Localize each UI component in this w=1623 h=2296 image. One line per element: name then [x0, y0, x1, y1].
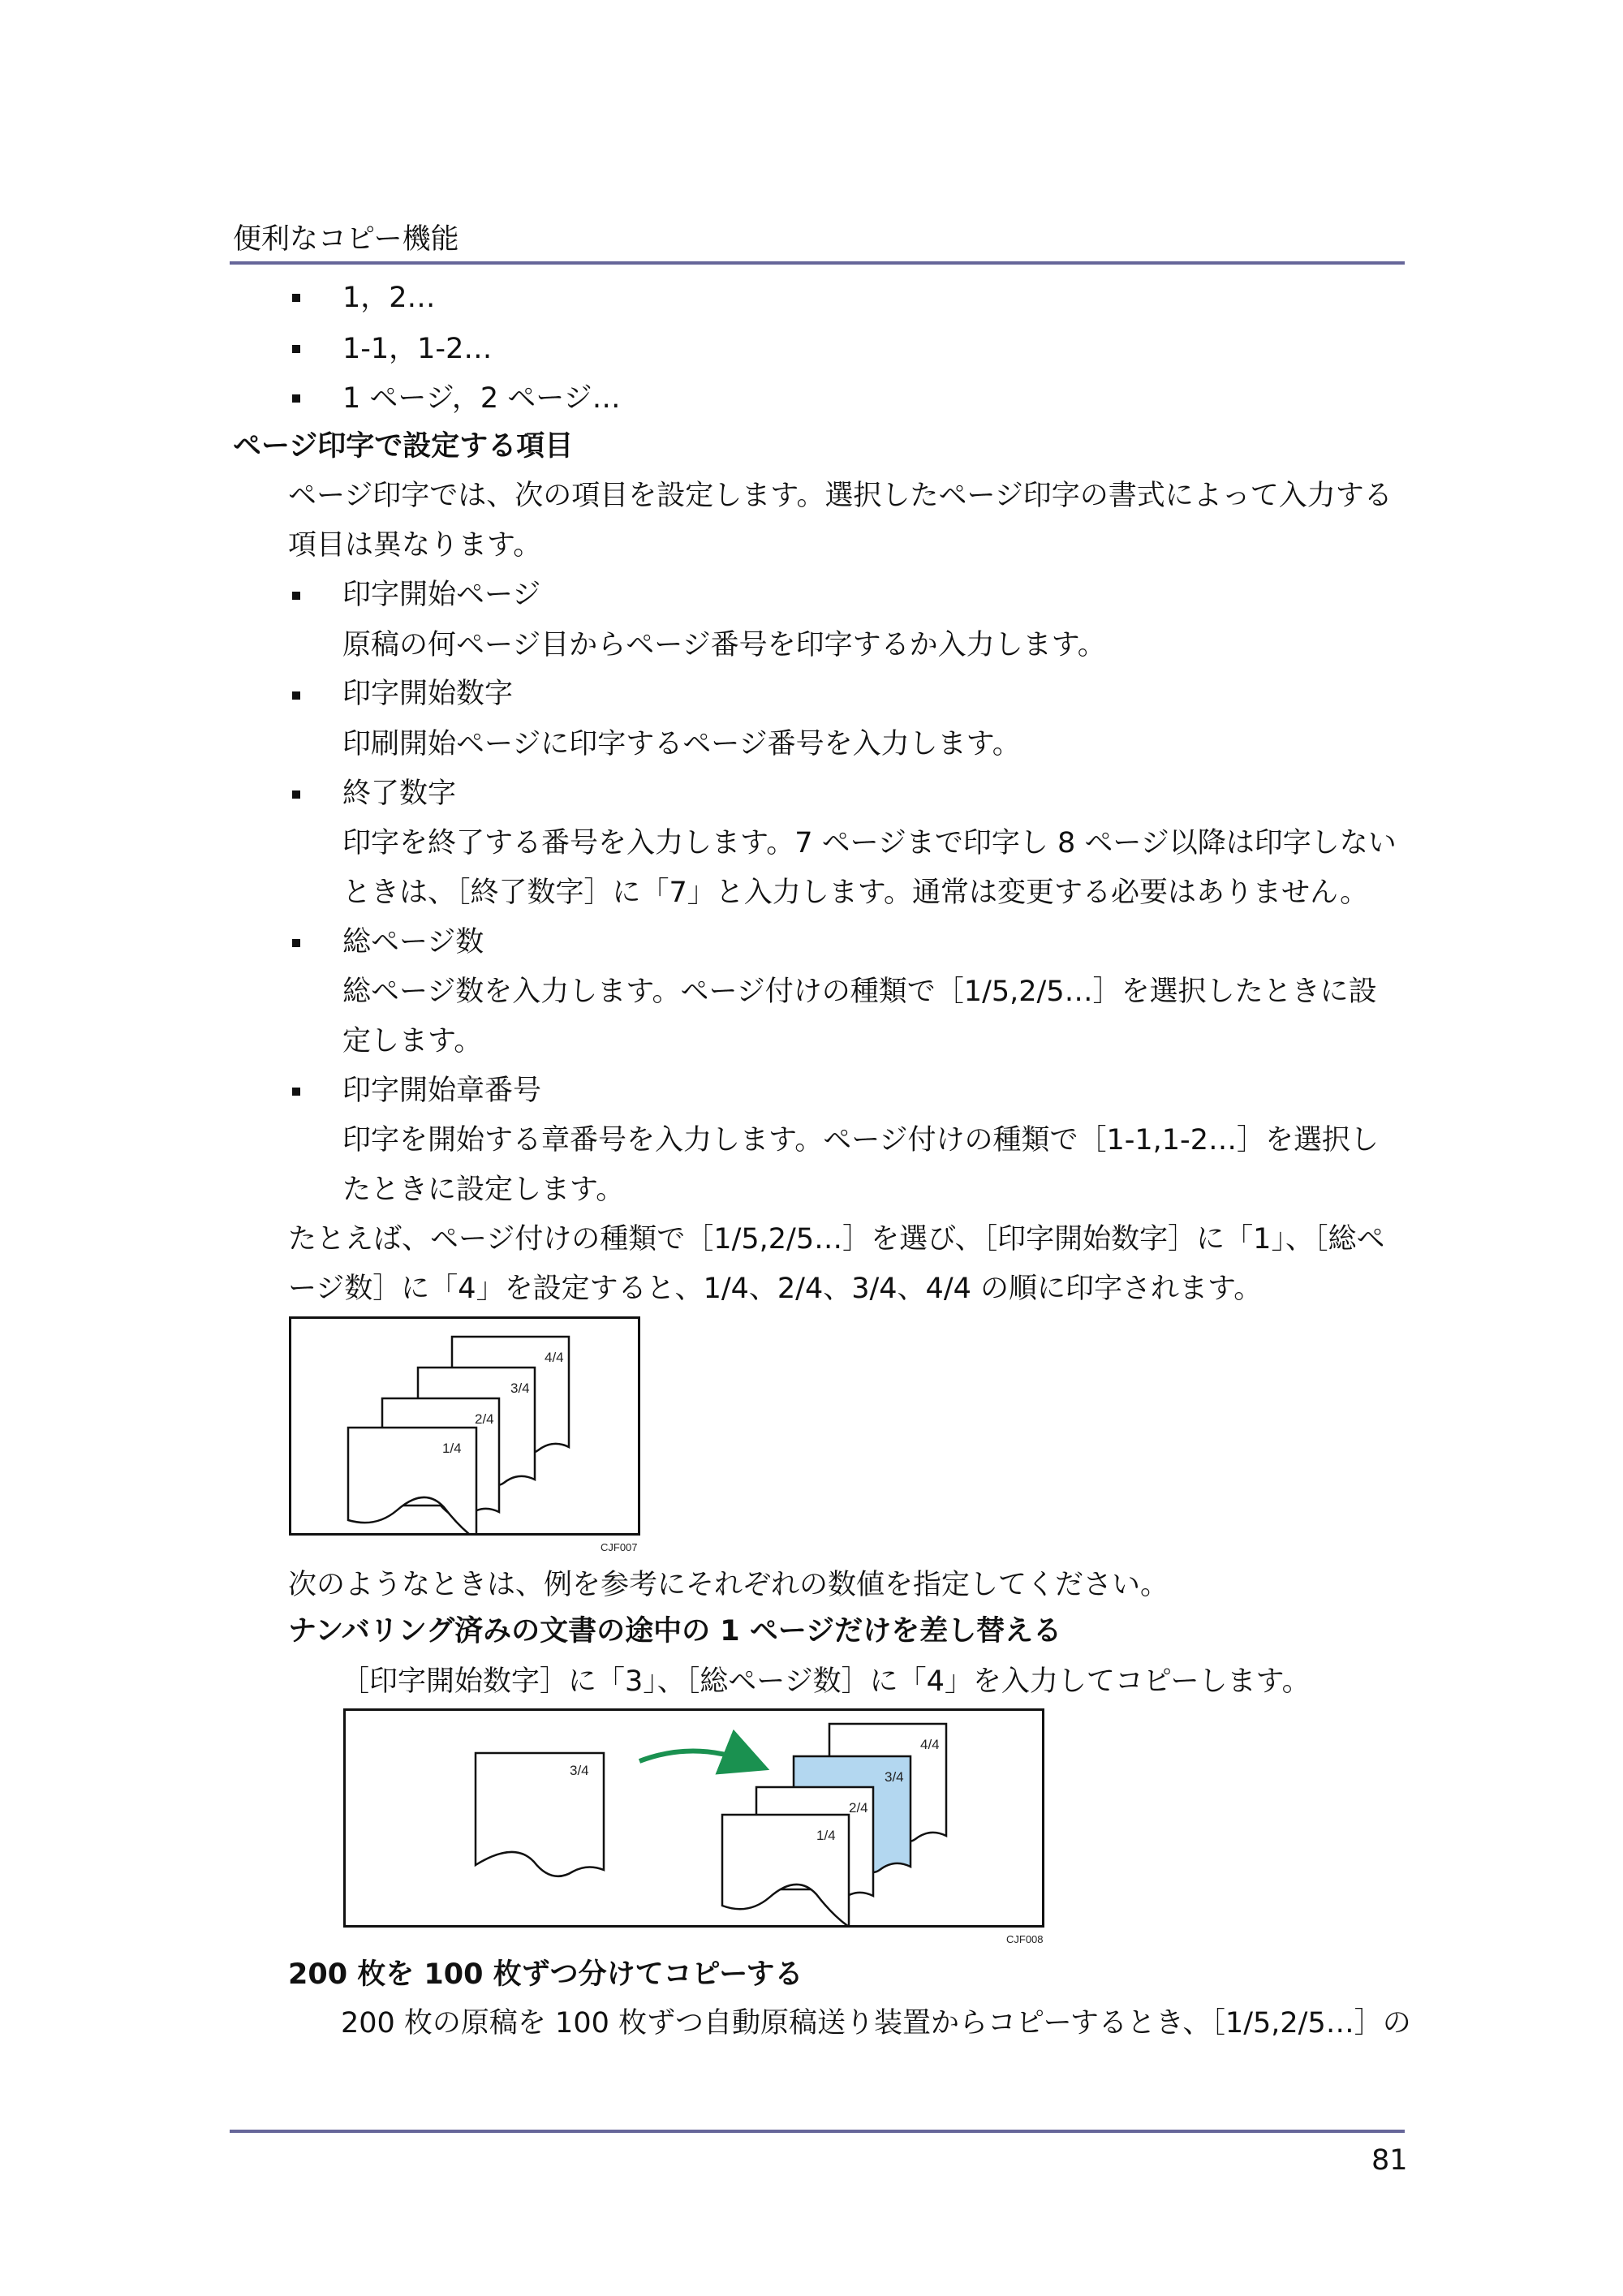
page-label: 1/4 — [442, 1441, 462, 1456]
figure-page-stack — [289, 1316, 640, 1536]
example-line: ージ数］に「4」を設定すると、1/4、2/4、3/4、4/4 の順に印字されます。 — [288, 1273, 1263, 1305]
header-title: 便利なコピー機能 — [233, 223, 459, 256]
page-label: 3/4 — [510, 1381, 530, 1396]
page-label: 3/4 — [570, 1763, 589, 1778]
bullet-icon — [292, 394, 300, 403]
header-rule — [230, 261, 1405, 265]
bullet-icon — [292, 294, 300, 302]
bullet-icon — [292, 691, 300, 700]
page-label: 3/4 — [885, 1769, 904, 1785]
note-text: 次のようなときは、例を参考にそれぞれの数値を指定してください。 — [288, 1569, 1169, 1601]
footer-rule — [230, 2130, 1405, 2133]
figure-code: CJF008 — [1006, 1933, 1044, 1945]
bullet-icon — [292, 345, 300, 353]
page-label: 4/4 — [545, 1350, 564, 1365]
section-intro-line: ページ印字では、次の項目を設定します。選択したページ印字の書式によって入力する — [288, 480, 1393, 512]
item-label: 終了数字 — [342, 778, 457, 810]
bullet-icon — [292, 1088, 300, 1096]
page-label: 1/4 — [816, 1828, 836, 1843]
item-desc: 印字を終了する番号を入力します。7 ページまで印字し 8 ページ以降は印字しない — [342, 827, 1397, 859]
page-stack-illustration — [291, 1319, 638, 1533]
item-desc: 原稿の何ページ目からページ番号を印字するか入力します。 — [342, 629, 1106, 661]
item-desc: 印字を開始する章番号を入力します。ページ付けの種類で［1-1,1-2…］を選択し — [342, 1124, 1379, 1157]
format-example: 1，2… — [342, 282, 436, 314]
bullet-icon — [292, 939, 300, 947]
page-label: 2/4 — [849, 1800, 868, 1816]
page-label: 4/4 — [920, 1737, 940, 1752]
bullet-icon — [292, 790, 300, 799]
item-desc: 総ページ数を入力します。ページ付けの種類で［1/5,2/5…］を選択したときに設 — [342, 976, 1377, 1008]
page-label: 2/4 — [475, 1411, 494, 1427]
item-label: 総ページ数 — [342, 926, 484, 958]
case-text: 200 枚の原稿を 100 枚ずつ自動原稿送り装置からコピーするとき、［1/5,2/5…］の — [341, 2007, 1411, 2040]
case-heading: ナンバリング済みの文書の途中の 1 ページだけを差し替える — [288, 1615, 1062, 1648]
item-desc: ときは、［終了数字］に「7」と入力します。通常は変更する必要はありません。 — [342, 877, 1369, 909]
item-desc: 定します。 — [342, 1025, 483, 1058]
item-label: 印字開始章番号 — [342, 1075, 542, 1107]
case-text: ［印字開始数字］に「3」、［総ページ数］に「4」を入力してコピーします。 — [341, 1665, 1311, 1698]
page-number: 81 — [1371, 2144, 1408, 2177]
bullet-icon — [292, 592, 300, 600]
case-heading: 200 枚を 100 枚ずつ分けてコピーする — [288, 1958, 803, 1991]
figure-code: CJF007 — [601, 1541, 638, 1553]
arrow-icon — [639, 1751, 751, 1763]
format-example: 1 ページ，2 ページ… — [342, 382, 621, 415]
example-line: たとえば、ページ付けの種類で［1/5,2/5…］を選び、［印字開始数字］に「1」、［総ペ — [288, 1223, 1385, 1256]
item-label: 印字開始ページ — [342, 579, 541, 611]
figure-page-replace — [343, 1708, 1044, 1928]
item-desc: たときに設定します。 — [342, 1174, 625, 1206]
item-desc: 印刷開始ページに印字するページ番号を入力します。 — [342, 728, 1021, 760]
section-intro-line: 項目は異なります。 — [288, 529, 542, 562]
section-heading: ページ印字で設定する項目 — [233, 430, 574, 463]
item-label: 印字開始数字 — [342, 678, 514, 710]
format-example: 1-1，1-2… — [342, 333, 493, 365]
